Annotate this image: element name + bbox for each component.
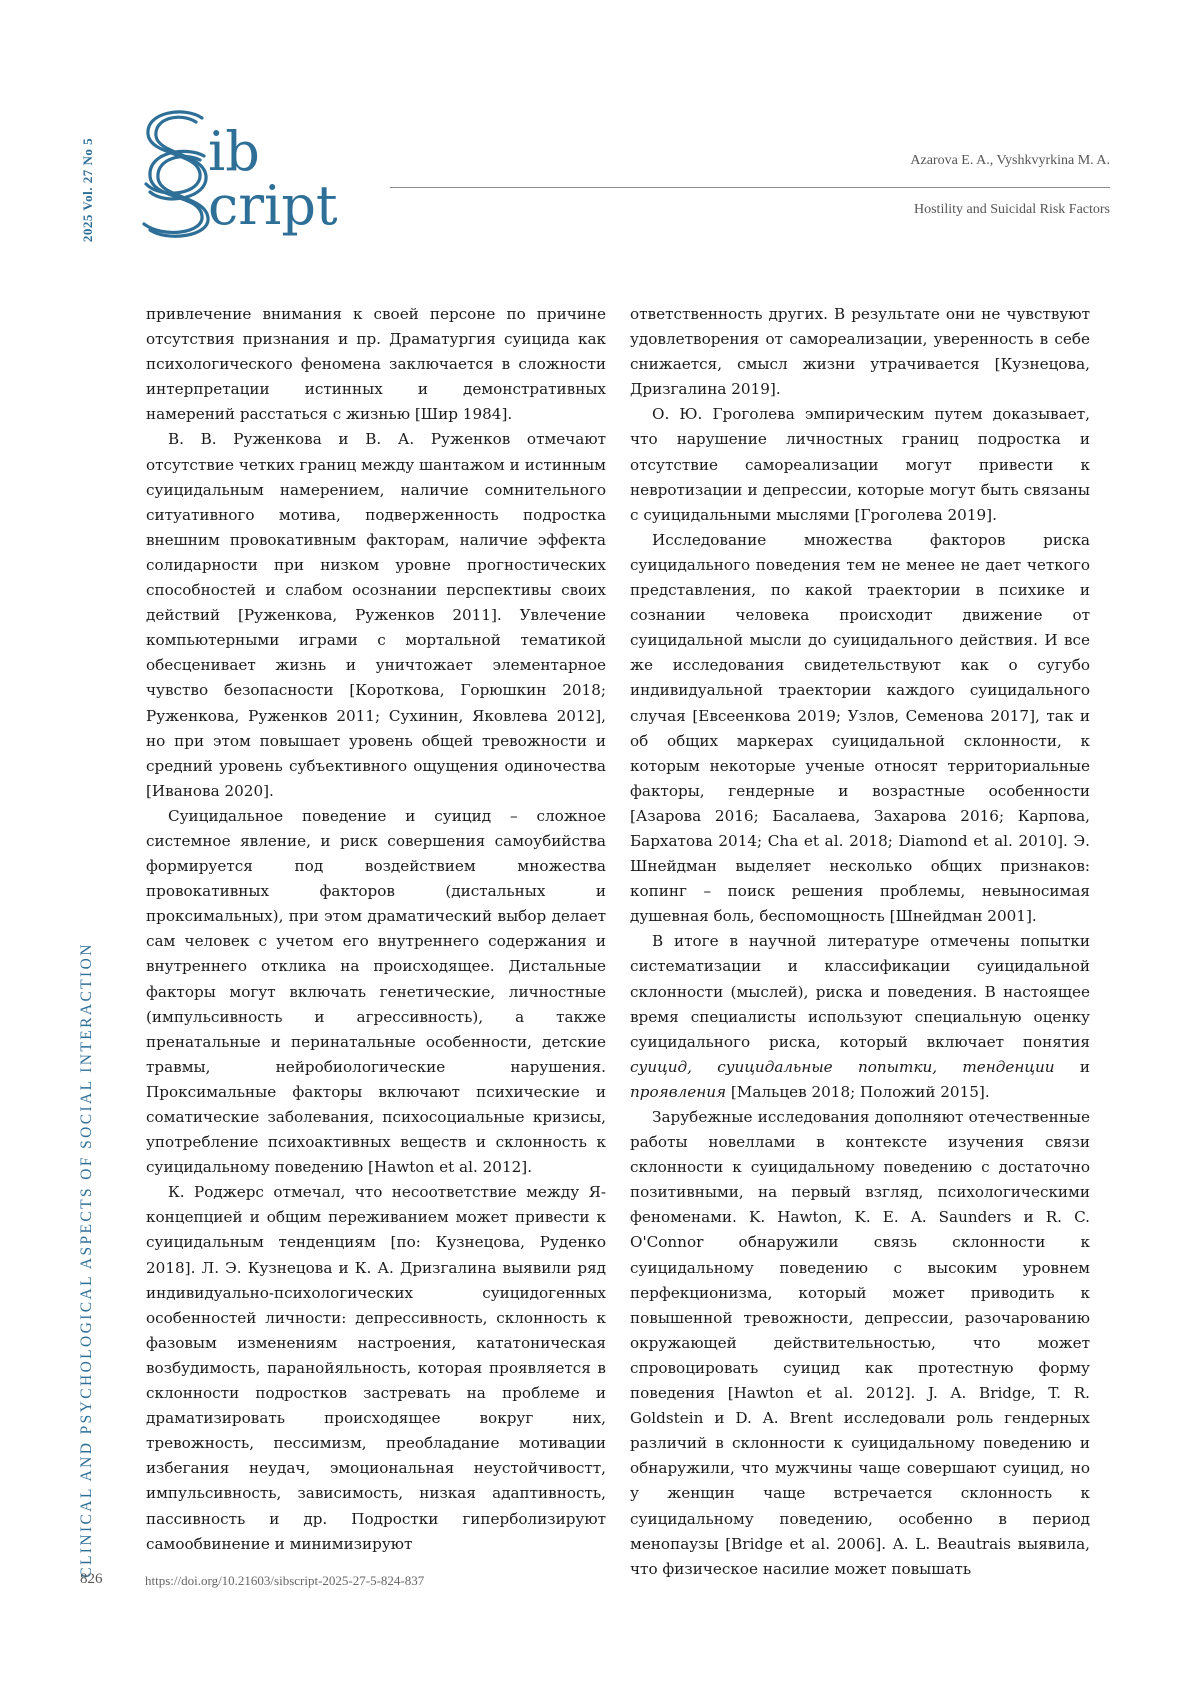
paragraph: Суицидальное поведение и суицид – сложное системное явление, и риск совершения самоубийства формируется под воздействием множества провокативных факторов (дистальных и проксимальных), при этом драматический выбор делает сам человек с учетом его внутреннего содержания и внутреннего отклика на происходящее. Дистальные факторы могут включать генетические, личностные (импульсивность и агрессивность), а также пренатальные и перинатальные особенности, детские травмы, нейробиологические нарушения. Проксимальные факторы включают психические и соматические заболевания, психосоциальные кризисы, употребление психоактивных веществ и склонность к суицидальному поведению [Hawton et al. 2012].: [146, 804, 606, 1180]
paragraph: О. Ю. Гроголева эмпирическим путем доказывает, что нарушение личностных границ подростка и отсутствие самореализации могут привести к невротизации и депрессии, которые могут быть связаны с суицидальными мыслями [Гроголева 2019].: [630, 402, 1090, 527]
italic-terms: суицид, суицидальные попытки, тенденции: [630, 1058, 1055, 1076]
paragraph: В. В. Руженкова и В. А. Руженков отмечают отсутствие четких границ между шантажом и истинным суицидальным намерением, наличие сомнительного ситуативного мотива, подверженность подростка внешним провокативным факторам, наличие эффекта солидарности при низком уровне прогностических способностей и слабом осознании перспективы своих действий [Руженкова, Руженков 2011]. Увлечение компьютерными играми с мортальной тематикой обесценивает жизнь и уничтожает элементарное чувство безопасности [Короткова, Горюшкин 2018; Руженкова, Руженков 2011; Сухинин, Яковлева 2012], но при этом повышает уровень общей тревожности и средний уровень субъективного ощущения одиночества [Иванова 2020].: [146, 427, 606, 803]
left-column: [146, 302, 606, 1557]
paragraph-text: В итоге в научной литературе отмечены попытки систематизации и классификации суицидальной склонности (мыслей), риска и поведения. В настоящее время специалисты используют специальную оценку суицидального риска, который включает понятия: [630, 932, 1090, 1050]
issue-text: 2025 Vol. 27 No 5: [80, 138, 96, 242]
running-head-authors: Azarova E. A., Vyshkvyrkina M. A.: [910, 153, 1110, 169]
journal-section-text: CLINICAL AND PSYCHOLOGICAL ASPECTS OF SOCIAL INTERACTION: [78, 942, 96, 1578]
svg-text:cript: cript: [208, 174, 338, 237]
paragraph: К. Роджерс отмечал, что несоответствие между Я-концепцией и общим переживанием может привести к суицидальным тенденциям [по: Кузнецова, Руденко 2018]. Л. Э. Кузнецова и К. А. Дризгалина выявили ряд индивидуально-психологических суицидогенных особенностей личности: депрессивность, склонность к фазовым изменениям настроения, кататоническая возбудимость, паранойяльность, которая проявляется в склонности подростков застревать на проблеме и драматизировать происходящее вокруг них, тревожность, пессимизм, преобладание мотивации избегания неудач, эмоциональная неустойчивостт, импульсивность, зависимость, низкая адаптивность, пассивность и др. Подростки гиперболизируют самообвинение и минимизируют: [146, 1180, 606, 1556]
sibscript-logo-icon: [140, 108, 380, 238]
doi-link[interactable]: https://doi.org/10.21603/sibscript-2025-27-5-824-837: [145, 1573, 424, 1589]
paragraph: Зарубежные исследования дополняют отечественные работы новеллами в контексте изучения связи склонности к суицидальному поведению с достаточно позитивными, на первый взгляд, психологическими феноменами. K. Hawton, K. E. A. Saunders и R. C. O'Connor обнаружили связь склонности к суицидальному поведению с высоким уровнем перфекционизма, который может приводить к повышенной тревожности, депрессии, разочарованию окружающей действительностью, что может спровоцировать суицид как протестную форму поведения [Hawton et al. 2012]. J. A. Bridge, T. R. Goldstein и D. A. Brent исследовали роль гендерных различий в склонности к суицидальному поведению и обнаружили, что мужчины чаще совершают суицид, но у женщин чаще встречается склонность к суицидальному поведению, особенно в период менопаузы [Bridge et al. 2006]. A. L. Beautrais выявила, что физическое насилие может повышать: [630, 1105, 1090, 1582]
header-divider: [390, 187, 1110, 188]
issue-vertical-label: [76, 110, 100, 270]
sibscript-logo: [140, 108, 380, 238]
svg-text:ib: ib: [208, 120, 260, 183]
italic-term: проявления: [630, 1083, 726, 1101]
paragraph: ответственность других. В результате они не чувствуют удовлетворения от самореализации, уверенность в себе снижается, смысл жизни утрачивается [Кузнецова, Дризгалина 2019].: [630, 302, 1090, 402]
paragraph: [630, 929, 1090, 1105]
page-number: 826: [80, 1571, 103, 1588]
paragraph: Исследование множества факторов риска суицидального поведения тем не менее не дает четкого представления, по какой траектории в психике и сознании человека происходит движение от суицидальной мысли до суицидального действия. И все же исследования свидетельствуют как о сугубо индивидуальной траектории каждого суицидального случая [Евсеенкова 2019; Узлов, Семенова 2017], так и об общих маркерах суицидальной склонности, к которым некоторые ученые относят территориальные факторы, гендерные и возрастные особенности [Азарова 2016; Басалаева, Захарова 2016; Карпова, Бархатова 2014; Cha et al. 2018; Diamond et al. 2010]. Э. Шнейдман выделяет несколько общих признаков: копинг – поиск решения проблемы, невыносимая душевная боль, беспомощность [Шнейдман 2001].: [630, 528, 1090, 930]
right-column: [630, 302, 1090, 1582]
paragraph: привлечение внимания к своей персоне по причине отсутствия признания и пр. Драматургия суицида как психологического феномена заключается в сложности интерпретации истинных и демонстративных намерений расстаться с жизнью [Шир 1984].: [146, 302, 606, 427]
running-head-topic: Hostility and Suicidal Risk Factors: [914, 202, 1110, 218]
conjunction: и: [1080, 1058, 1090, 1076]
citation: [Мальцев 2018; Положий 2015].: [731, 1083, 990, 1101]
journal-section-vertical-label: [74, 910, 100, 1610]
